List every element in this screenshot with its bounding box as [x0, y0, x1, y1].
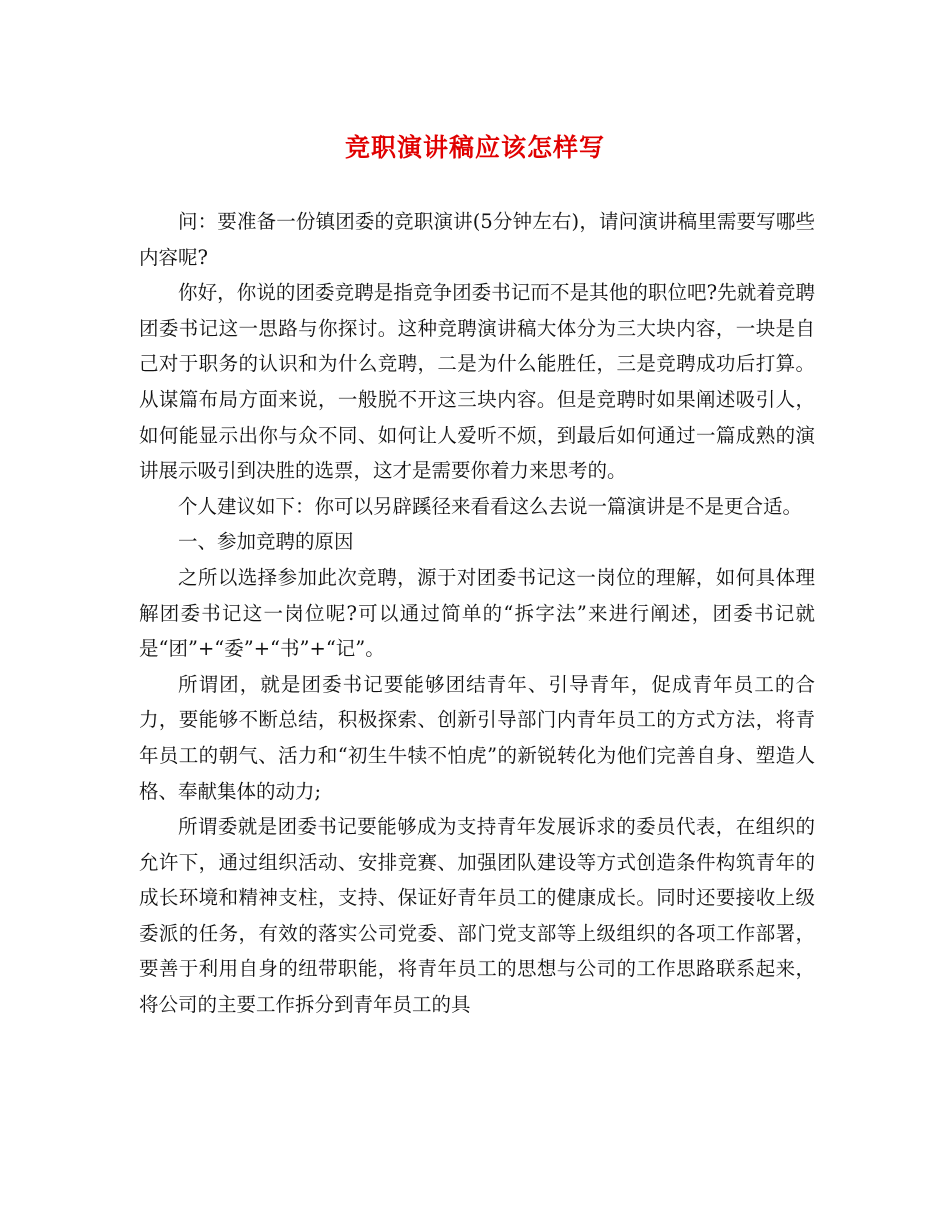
paragraph-intro: 你好，你说的团委竞聘是指竞争团委书记而不是其他的职位吧?先就着竞聘团委书记这一思路与你探讨。这种竞聘演讲稿大体分为三大块内容，一块是自己对于职务的认识和为什么竞聘，二是为什么能胜任，三是竞聘成功后打算。从谋篇布局方面来说，一般脱不开这三块内容。但是竞聘时如果阐述吸引人，如何能显示出你与众不同、如何让人爱听不烦，到最后如何通过一篇成熟的演讲展示吸引到决胜的选票，这才是需要你着力来思考的。: [139, 281, 815, 483]
paragraph-suggestion: 个人建议如下：你可以另辟蹊径来看看这么去说一篇演讲是不是更合适。: [178, 494, 803, 518]
document-body: [139, 204, 815, 1023]
document-title: 竞职演讲稿应该怎样写: [344, 133, 605, 162]
paragraph-reason: 之所以选择参加此次竞聘，源于对团委书记这一岗位的理解，如何具体理解团委书记这一岗位呢?可以通过简单的“拆字法”来进行阐述，团委书记就是“团”+“委”+“书”+“记”。: [139, 565, 815, 661]
paragraph-tuan: 所谓团，就是团委书记要能够团结青年、引导青年，促成青年员工的合力，要能够不断总结，积极探索、创新引导部门内青年员工的方式方法，将青年员工的朝气、活力和“初生牛犊不怕虎”的新锐转化为他们完善自身、塑造人格、奉献集体的动力;: [139, 672, 815, 803]
paragraph-question: 问：要准备一份镇团委的竞职演讲(5分钟左右)，请问演讲稿里需要写哪些内容呢?: [139, 210, 815, 269]
section-heading-1: 一、参加竞聘的原因: [178, 530, 354, 554]
paragraph-wei: 所谓委就是团委书记要能够成为支持青年发展诉求的委员代表，在组织的允许下，通过组织活动、安排竞赛、加强团队建设等方式创造条件构筑青年的成长环境和精神支柱，支持、保证好青年员工的健康成长。同时还要接收上级委派的任务，有效的落实公司党委、部门党支部等上级组织的各项工作部署，要善于利用自身的纽带职能，将青年员工的思想与公司的工作思路联系起来，将公司的主要工作拆分到青年员工的具: [139, 815, 815, 1017]
